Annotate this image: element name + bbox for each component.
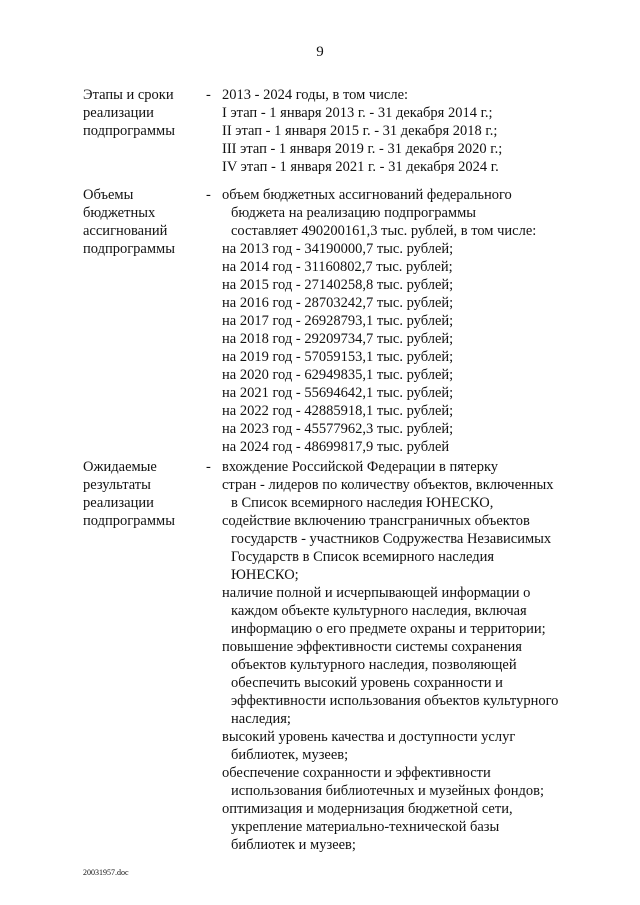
section-body-line: на 2019 год - 57059153,1 тыс. рублей; [222, 349, 454, 365]
section-body-line: на 2024 год - 48699817,9 тыс. рублей [222, 439, 450, 455]
section-body-line: объектов культурного наследия, позволяющей [231, 657, 517, 673]
section-label [83, 186, 203, 258]
section-body [222, 458, 582, 854]
section-body-line: каждом объекте культурного наследия, включая [231, 603, 527, 619]
section-body-line: оптимизация и модернизация бюджетной сети, [222, 801, 513, 817]
section-body [222, 86, 582, 176]
section-body-line: эффективности использования объектов культурного [231, 693, 559, 709]
section-body-line: наследия; [231, 711, 291, 727]
section-label-line: подпрограммы [83, 241, 175, 257]
section-body-line: обеспечить высокий уровень сохранности и [231, 675, 503, 691]
section-body-line: на 2018 год - 29209734,7 тыс. рублей; [222, 331, 454, 347]
section-body-line: объем бюджетных ассигнований федерального [222, 187, 512, 203]
section-body-line: I этап - 1 января 2013 г. - 31 декабря 2014 г.; [222, 105, 493, 121]
section-body-line: на 2013 год - 34190000,7 тыс. рублей; [222, 241, 454, 257]
section-body-line: укрепление материально-технической базы [231, 819, 500, 835]
section-body-line: на 2016 год - 28703242,7 тыс. рублей; [222, 295, 454, 311]
section-body-line: бюджета на реализацию подпрограммы [231, 205, 477, 221]
section-label-line: подпрограммы [83, 513, 175, 529]
section-body [222, 186, 582, 456]
section-body-line: на 2014 год - 31160802,7 тыс. рублей; [222, 259, 453, 275]
section-dash: - [206, 87, 211, 103]
section-label-line: ассигнований [83, 223, 168, 239]
section-label-line: результаты [83, 477, 151, 493]
section-label-line: реализации [83, 495, 154, 511]
section-body-line: содействие включению трансграничных объектов [222, 513, 530, 529]
section-body-line: 2013 - 2024 годы, в том числе: [222, 87, 409, 103]
section-body-line: информацию о его предмете охраны и территории; [231, 621, 546, 637]
section-body-line: библиотек и музеев; [231, 837, 356, 853]
section-label-line: Этапы и сроки [83, 87, 174, 103]
section-body-line: повышение эффективности системы сохранения [222, 639, 522, 655]
section-body-line: II этап - 1 января 2015 г. - 31 декабря 2018 г.; [222, 123, 498, 139]
section-body-line: наличие полной и исчерпывающей информации о [222, 585, 531, 601]
footer-filename: 20031957.doc [83, 868, 129, 877]
page-number: 9 [316, 44, 324, 60]
section-body-line: составляет 490200161,3 тыс. рублей, в том числе: [231, 223, 537, 239]
section-body-line: на 2021 год - 55694642,1 тыс. рублей; [222, 385, 454, 401]
section-body-line: государств - участников Содружества Независимых [231, 531, 552, 547]
section-body-line: библиотек, музеев; [231, 747, 349, 763]
section-body-line: на 2023 год - 45577962,3 тыс. рублей; [222, 421, 454, 437]
section-body-line: на 2017 год - 26928793,1 тыс. рублей; [222, 313, 454, 329]
section-body-line: IV этап - 1 января 2021 г. - 31 декабря 2024 г. [222, 159, 499, 175]
section-body-line: на 2015 год - 27140258,8 тыс. рублей; [222, 277, 454, 293]
section-body-line: вхождение Российской Федерации в пятерку [222, 459, 499, 475]
section-body-line: высокий уровень качества и доступности услуг [222, 729, 516, 745]
section-dash: - [206, 459, 211, 475]
section-dash: - [206, 187, 211, 203]
section-body-line: стран - лидеров по количеству объектов, включенных [222, 477, 554, 493]
section-label-line: бюджетных [83, 205, 156, 221]
section-body-line: использования библиотечных и музейных фондов; [231, 783, 544, 799]
section-body-line: на 2020 год - 62949835,1 тыс. рублей; [222, 367, 454, 383]
section-body-line: III этап - 1 января 2019 г. - 31 декабря 2020 г.; [222, 141, 503, 157]
section-label-line: Ожидаемые [83, 459, 157, 475]
section-label-line: подпрограммы [83, 123, 175, 139]
section-label [83, 458, 203, 530]
section-body-line: обеспечение сохранности и эффективности [222, 765, 491, 781]
section-body-line: в Список всемирного наследия ЮНЕСКО, [231, 495, 494, 511]
section-body-line: на 2022 год - 42885918,1 тыс. рублей; [222, 403, 454, 419]
section-label [83, 86, 203, 140]
section-body-line: ЮНЕСКО; [231, 567, 299, 583]
section-label-line: Объемы [83, 187, 134, 203]
section-label-line: реализации [83, 105, 154, 121]
section-body-line: Государств в Список всемирного наследия [231, 549, 495, 565]
